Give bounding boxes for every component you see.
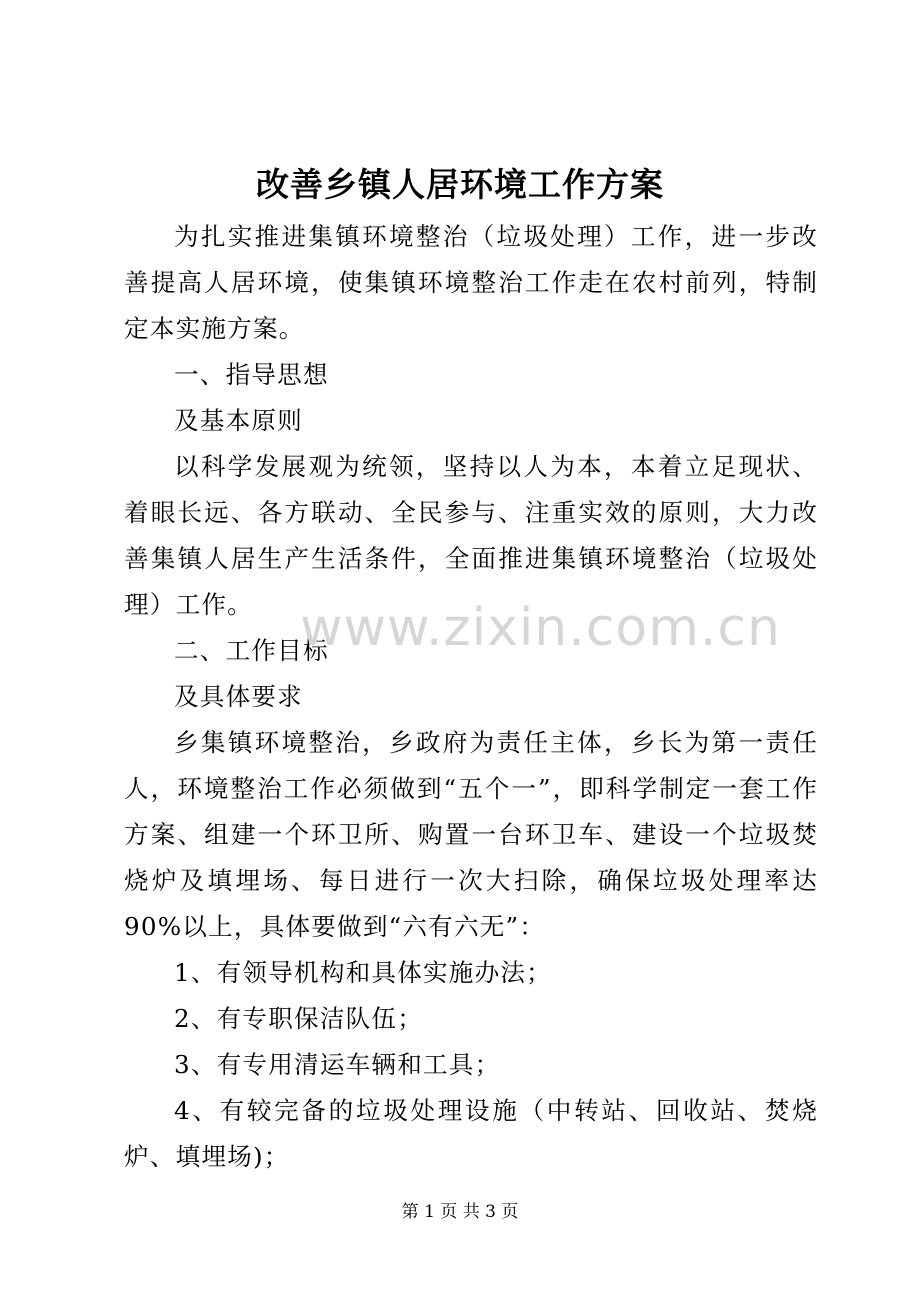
requirements-paragraph: 乡集镇环境整治，乡政府为责任主体，乡长为第一责任人，环境整治工作必须做到“五个一”，即科学制定一套工作方案、组建一个环卫所、购置一台环卫车、建设一个垃圾焚烧炉及填埋场、每日进行一次大扫除，确保垃圾处理率达 90%以上，具体要做到“六有六无”：: [124, 728, 818, 941]
document-body: [124, 214, 818, 1180]
document-title: 改善乡镇人居环境工作方案: [256, 165, 664, 204]
section-heading-guiding-ideology: 一、指导思想: [174, 360, 329, 389]
watermark: www.zixin.com.cn: [300, 598, 781, 658]
section-heading-basic-principles: 及基本原则: [174, 406, 303, 435]
list-item: 3、有专用清运车辆和工具；: [174, 1050, 501, 1079]
page-footer: 第 1 页 共 3 页: [401, 1202, 519, 1222]
list-item: 1、有领导机构和具体实施办法；: [174, 958, 552, 987]
list-item: 2、有专职保洁队伍；: [174, 1004, 423, 1033]
list-item: 4、有较完备的垃圾处理设施（中转站、回收站、焚烧炉、填埋场)；: [124, 1096, 818, 1171]
section-heading-work-goals: 二、工作目标: [174, 636, 329, 665]
intro-paragraph: 为扎实推进集镇环境整治（垃圾处理）工作，进一步改善提高人居环境，使集镇环境整治工作走在农村前列，特制定本实施方案。: [124, 222, 818, 343]
principles-paragraph: 以科学发展观为统领，坚持以人为本，本着立足现状、着眼长远、各方联动、全民参与、注重实效的原则，大力改善集镇人居生产生活条件，全面推进集镇环境整治（垃圾处理）工作。: [124, 452, 818, 619]
section-heading-requirements: 及具体要求: [174, 682, 303, 711]
